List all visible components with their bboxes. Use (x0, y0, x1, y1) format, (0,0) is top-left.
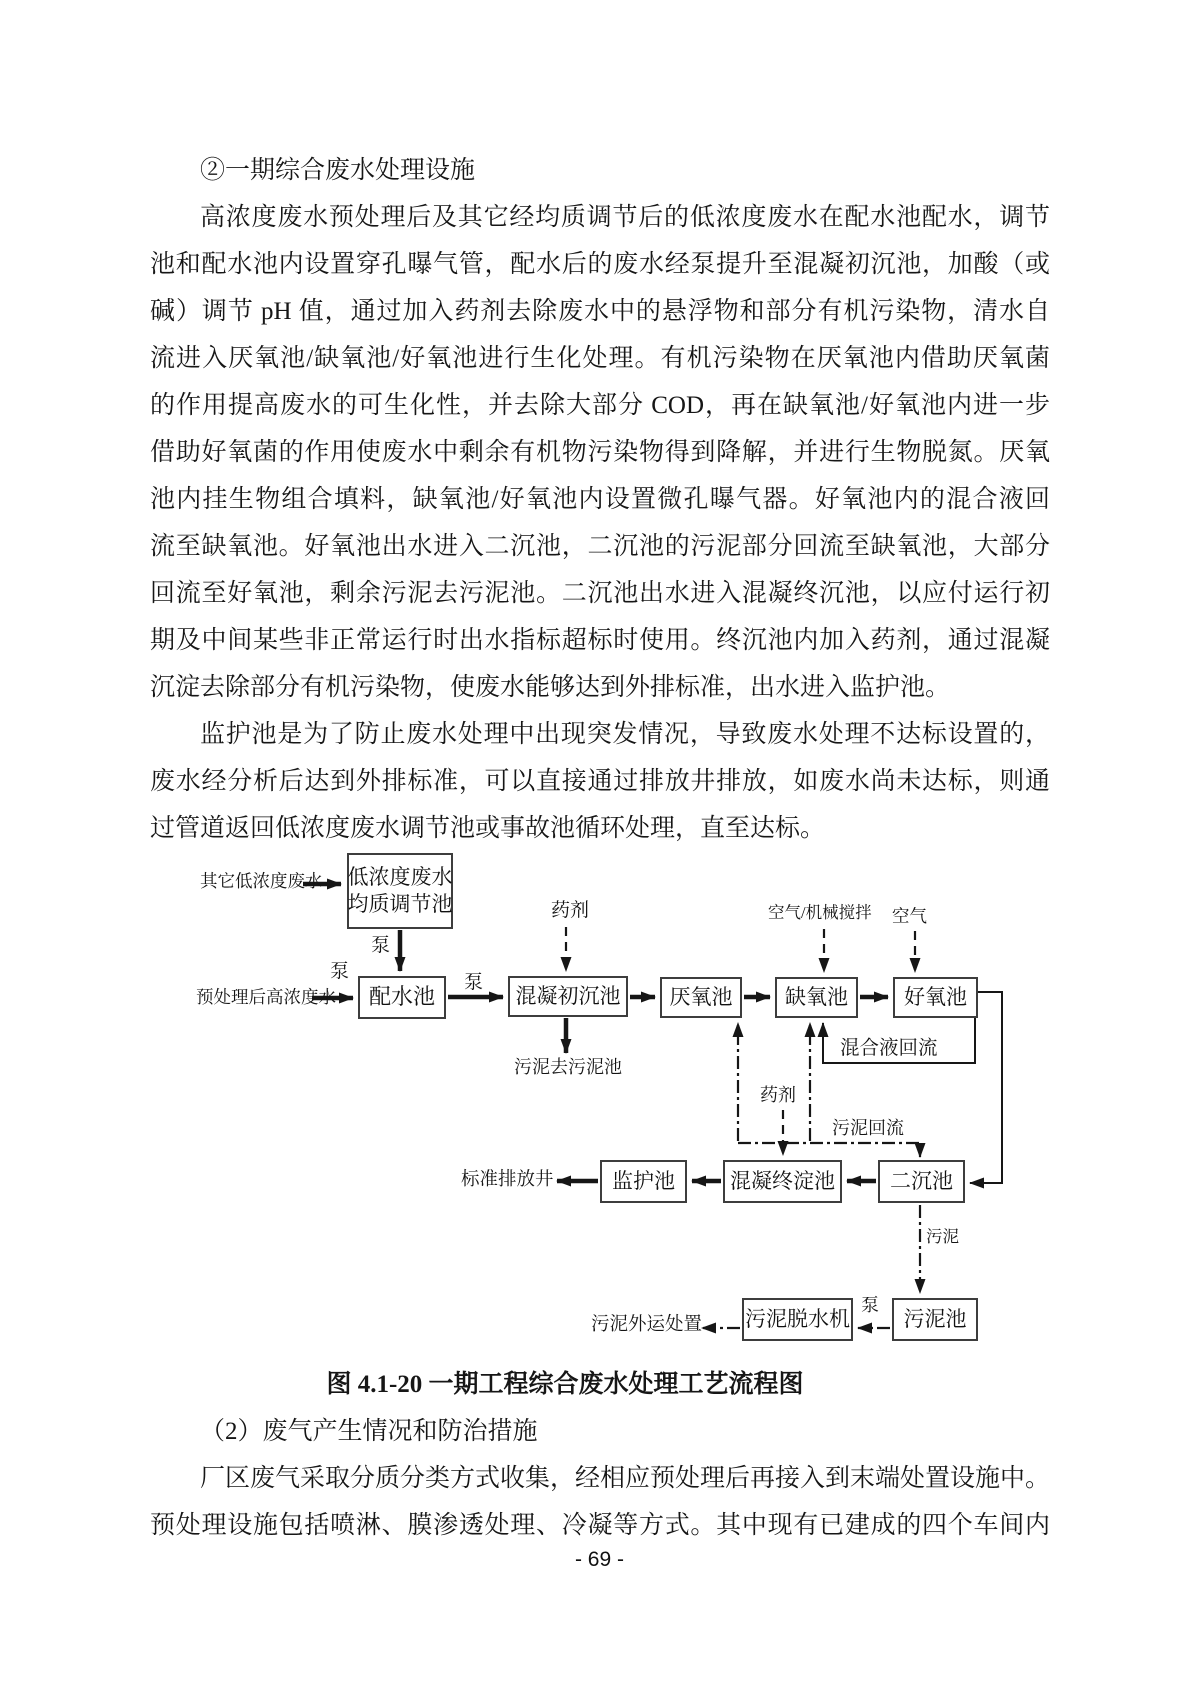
diagram-label-air-mechanical-mixing: 空气/机械搅拌 (768, 903, 872, 922)
flow-box-secondary-sed-tank (878, 1160, 965, 1203)
flow-box-monitoring-tank (600, 1160, 687, 1203)
diagram-label-chemical-agent-1: 药剂 (551, 900, 590, 921)
body-line: 回流至好氧池，剩余污泥去污泥池。二沉池出水进入混凝终沉池，以应付运行初 (150, 580, 1050, 607)
flow-box-sludge-tank (892, 1298, 978, 1341)
body-line: 借助好氧菌的作用使废水中剩余有机物污染物得到降解，并进行生物脱氮。厌氧 (150, 439, 1050, 466)
diagram-label-pump-to-initial-sed: 泵 (464, 972, 484, 993)
figure-caption: 图 4.1-20 一期工程综合废水处理工艺流程图 (326, 1371, 804, 1398)
body-line: 碱）调节 pH 值，通过加入药剂去除废水中的悬浮物和部分有机污染物，清水自 (150, 298, 1050, 325)
flow-box-sludge-dewatering-machine (742, 1298, 853, 1341)
flow-connector-sludge-return-from-secondary (738, 1143, 920, 1157)
flow-box-label: 低浓度废水 (347, 864, 453, 889)
flow-box-label: 厌氧池 (669, 984, 733, 1009)
flow-box-anaerobic-tank (660, 977, 742, 1018)
flow-box-label: 缺氧池 (785, 984, 848, 1009)
diagram-label-sludge-outbound-disposal: 污泥外运处置 (591, 1315, 703, 1335)
flow-box-anoxic-tank (775, 977, 858, 1018)
diagram-label-sludge: 污泥 (926, 1227, 959, 1246)
body-line: 废水经分析后达到外排标准，可以直接通过排放井排放，如废水尚未达标，则通 (150, 768, 1050, 795)
diagram-label-pump-equalization: 泵 (371, 935, 391, 956)
flow-box-distribution-tank (358, 976, 446, 1019)
flow-box-initial-coag-sed-tank (508, 976, 628, 1017)
body-line: 流进入厌氧池/缺氧池/好氧池进行生化处理。有机污染物在厌氧池内借助厌氧菌 (150, 345, 1050, 372)
body-line: 期及中间某些非正常运行时出水指标超标时使用。终沉池内加入药剂，通过混凝 (150, 627, 1050, 654)
flow-box-aerobic-tank (893, 977, 978, 1018)
flow-box-label: 二沉池 (890, 1168, 953, 1193)
diagram-label-standard-discharge-well: 标准排放井 (461, 1170, 554, 1190)
page-number: - 69 - (574, 1548, 624, 1571)
body-line: 池和配水池内设置穿孔曝气管，配水后的废水经泵提升至混凝初沉池，加酸（或 (150, 251, 1050, 278)
diagram-label-chemical-agent-2: 药剂 (760, 1085, 796, 1105)
diagram-label-pump-inflow: 泵 (330, 961, 350, 982)
flow-diagram-lines-layer (0, 840, 1199, 1360)
flow-box-label: 好氧池 (904, 984, 967, 1009)
diagram-label-mixed-liquor-return: 混合液回流 (840, 1038, 938, 1059)
body-line: 的作用提高废水的可生化性，并去除大部分 COD，再在缺氧池/好氧池内进一步 (150, 392, 1050, 419)
body-line: 高浓度废水预处理后及其它经均质调节后的低浓度废水在配水池配水，调节 (200, 204, 1050, 231)
flow-box-label: 污泥脱水机 (745, 1306, 850, 1331)
body-line: 池内挂生物组合填料，缺氧池/好氧池内设置微孔曝气器。好氧池内的混合液回 (150, 486, 1050, 513)
diagram-label-other-low-conc-wastewater: 其它低浓度废水 (200, 871, 323, 891)
body-line: 监护池是为了防止废水处理中出现突发情况，导致废水处理不达标设置的， (200, 721, 1050, 748)
diagram-label-sludge-return: 污泥回流 (832, 1118, 904, 1138)
figure-caption-block (150, 1361, 1050, 1408)
flow-box-label: 配水池 (368, 984, 435, 1010)
diagram-label-pump-sludge: 泵 (861, 1295, 879, 1315)
flow-box-label: 监护池 (612, 1168, 675, 1193)
paragraph-block-top (150, 147, 1050, 852)
body-line: 流至缺氧池。好氧池出水进入二沉池，二沉池的污泥部分回流至缺氧池，大部分 (150, 533, 1050, 560)
body-line: ②一期综合废水处理设施 (200, 157, 476, 184)
body-line: （2）废气产生情况和防治措施 (200, 1418, 538, 1445)
flow-box-label: 均质调节池 (347, 892, 453, 916)
body-line: 沉淀去除部分有机污染物，使废水能够达到外排标准，出水进入监护池。 (150, 674, 951, 701)
paragraph-block-bottom (150, 1408, 1050, 1549)
flow-box-final-coag-sed-tank (723, 1160, 842, 1203)
diagram-label-sludge-to-sludge-tank: 污泥去污泥池 (514, 1057, 622, 1077)
flow-box-label: 混凝终淀池 (730, 1168, 835, 1193)
body-line: 过管道返回低浓度废水调节池或事故池循环处理，直至达标。 (150, 815, 826, 842)
flow-box-equalization-tank (347, 853, 453, 929)
diagram-label-pretreated-high-conc-water: 预处理后高浓度水 (196, 987, 336, 1007)
body-line: 预处理设施包括喷淋、膜渗透处理、冷凝等方式。其中现有已建成的四个车间内 (150, 1512, 1050, 1539)
flow-box-label: 污泥池 (903, 1306, 967, 1331)
flow-box-label: 混凝初沉池 (515, 983, 621, 1008)
diagram-label-air: 空气 (892, 906, 927, 926)
body-line: 厂区废气采取分质分类方式收集，经相应预处理后再接入到末端处置设施中。 (200, 1465, 1051, 1492)
